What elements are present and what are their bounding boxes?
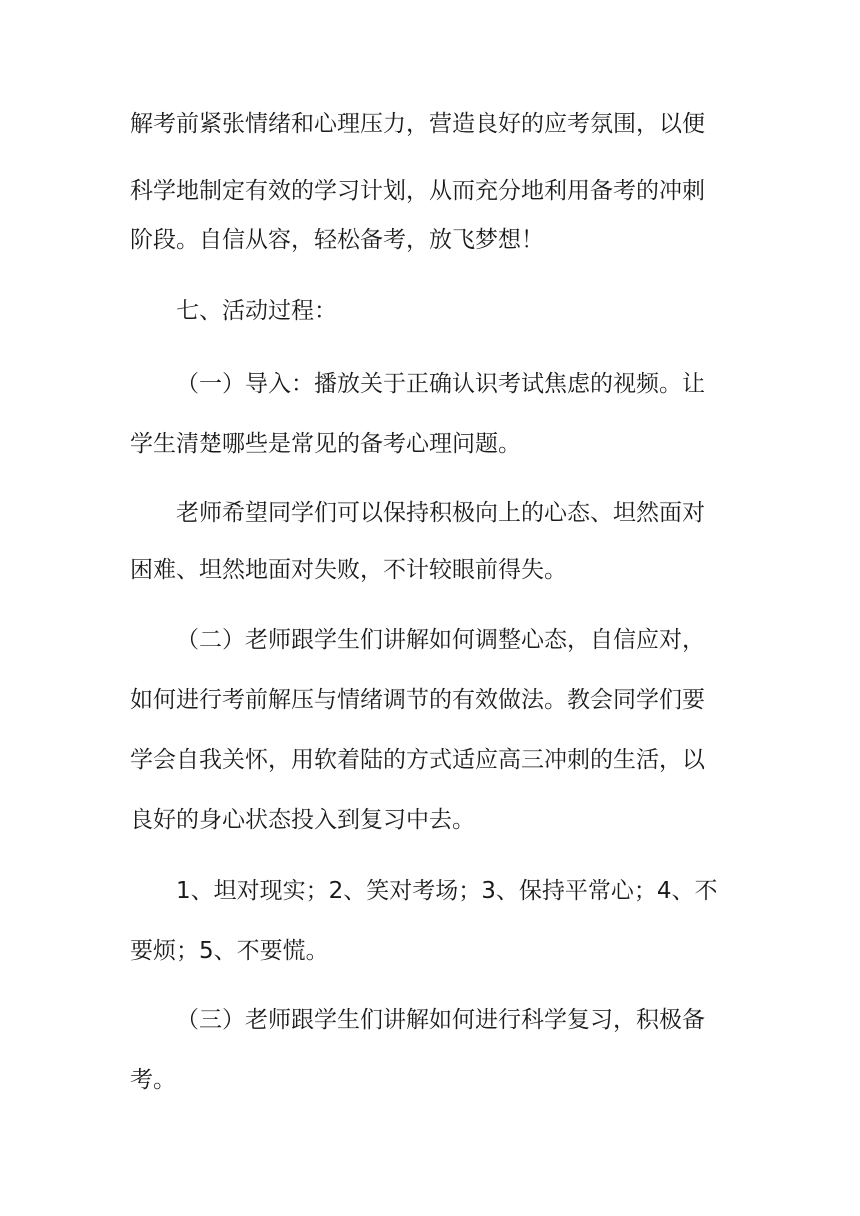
text-line: （三）老师跟学生们讲解如何进行科学复习，积极备 — [176, 1007, 705, 1033]
section-heading: 七、活动过程： — [176, 298, 337, 324]
text-line: 学会自我关怀，用软着陆的方式适应高三冲刺的生活，以 — [130, 747, 705, 773]
text-line: 考。 — [130, 1067, 176, 1093]
text-line: 困难、坦然地面对失败，不计较眼前得失。 — [130, 557, 567, 583]
text-line: 要烦；5、不要慌。 — [130, 938, 329, 964]
text-line: （一）导入：播放关于正确认识考试焦虑的视频。让 — [176, 371, 705, 397]
text-line: 良好的身心状态投入到复习中去。 — [130, 807, 475, 833]
text-line: 阶段。自信从容，轻松备考，放飞梦想！ — [130, 227, 544, 253]
text-line: （二）老师跟学生们讲解如何调整心态，自信应对， — [176, 627, 705, 653]
text-line: 如何进行考前解压与情绪调节的有效做法。教会同学们要 — [130, 687, 705, 713]
text-line: 解考前紧张情绪和心理压力，营造良好的应考氛围，以便 — [130, 111, 705, 137]
text-line: 学生清楚哪些是常见的备考心理问题。 — [130, 431, 521, 457]
text-line: 1、坦对现实；2、笑对考场；3、保持平常心；4、不 — [176, 878, 718, 904]
text-line: 科学地制定有效的学习计划，从而充分地利用备考的冲刺 — [130, 178, 705, 204]
text-line: 老师希望同学们可以保持积极向上的心态、坦然面对 — [176, 500, 705, 526]
